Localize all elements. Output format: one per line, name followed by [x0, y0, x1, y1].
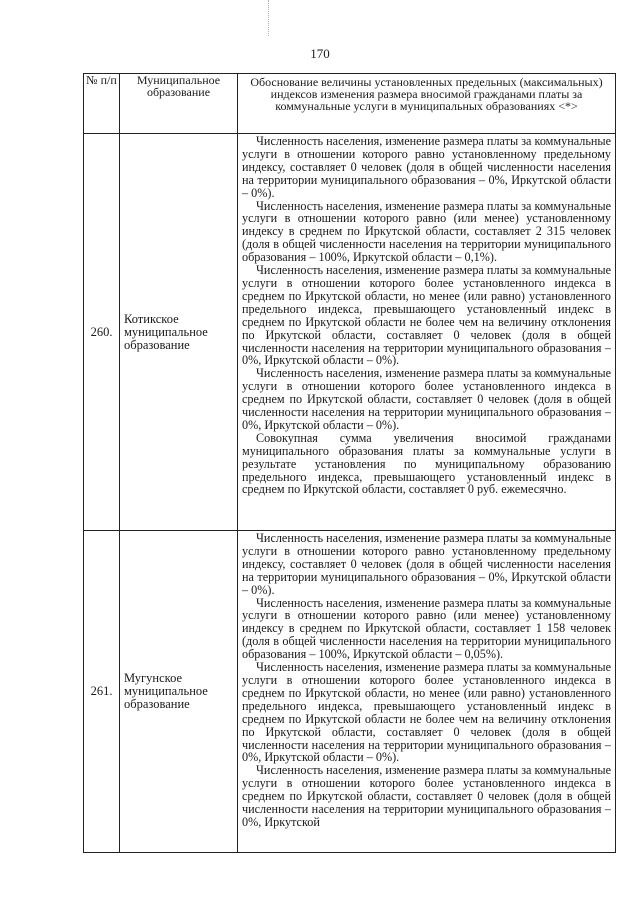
table-row — [84, 134, 616, 531]
paragraph: Численность населения, изменение размера платы за коммунальные услуги в отношении которого более установленного индекса в среднем по Иркутской области, составляет 0 человек (доля в общей численности населения на территории муниципального образования – 0%, Иркутской — [242, 763, 611, 829]
table-header-row — [84, 74, 616, 134]
municipality-name: Мугунское муниципальное образование — [120, 531, 238, 853]
paragraph: Численность населения, изменение размера платы за коммунальные услуги в отношении которого более установленного индекса в среднем по Иркутской области, составляет 0 человек (доля в общей численности населения на территории муниципального образования – 0%, Иркутской области – 0%). — [242, 366, 611, 432]
paragraph: Численность населения, изменение размера платы за коммунальные услуги в отношении которого равно установленному предельному индексу, составляет 0 человек (доля в общей численности населения на территории муниципального образования – 0%, Иркутской области – 0%). — [242, 134, 611, 200]
row-number: 260. — [84, 134, 120, 531]
page-number: 170 — [310, 46, 330, 61]
scan-margin-mark — [268, 0, 279, 36]
header-number: № п/п — [84, 74, 120, 134]
header-municipality: Муниципальное образование — [120, 74, 238, 134]
paragraph: Численность населения, изменение размера платы за коммунальные услуги в отношении которого равно (или менее) установленному индексу в среднем по Иркутской области, составляет 1 158 человек (доля в общей численности населения на территории муниципального образования – 100%, Иркутской области – 0,05%). — [242, 595, 611, 662]
table-row — [84, 531, 616, 853]
paragraph: Совокупная сумма увеличения вносимой гражданами муниципального образования платы за коммунальные услуги в результате установления по муниципальному образованию предельного индекса, превышающего установленный индекс в среднем по Иркутской области, составляет 0 руб. ежемесячно. — [242, 430, 611, 497]
header-justification: Обоснование величины установленных предельных (максимальных) индексов изменения размера вносимой гражданами платы за коммунальные услуги в муниципальных образованиях <*> — [238, 74, 616, 134]
paragraph: Численность населения, изменение размера платы за коммунальные услуги в отношении которого равно установленному предельному индексу, составляет 0 человек (доля в общей численности населения на территории муниципального образования – 0%, Иркутской области – 0%). — [242, 531, 611, 597]
row-number: 261. — [84, 531, 120, 853]
municipality-name: Котикское муниципальное образование — [120, 134, 238, 531]
justification-cell — [238, 531, 616, 853]
paragraph: Численность населения, изменение размера платы за коммунальные услуги в отношении которого более установленного индекса в среднем по Иркутской области, но менее (или равно) установленного предельного индекса, превышающего установленный индекс в среднем по Иркутской области не более чем на величину отклонения по Иркутской области, составляет 0 человек (доля в общей численности населения на территории муниципального образования – 0%, Иркутской области – 0%). — [242, 263, 611, 368]
justification-table — [83, 73, 616, 853]
justification-cell — [238, 134, 616, 531]
paragraph: Численность населения, изменение размера платы за коммунальные услуги в отношении которого более установленного индекса в среднем по Иркутской области, но менее (или равно) установленного предельного индекса, превышающего установленный индекс в среднем по Иркутской области не более чем на величину отклонения по Иркутской области, составляет 0 человек (доля в общей численности населения на территории муниципального образования – 0%, Иркутской области – 0%). — [242, 660, 611, 765]
paragraph: Численность населения, изменение размера платы за коммунальные услуги в отношении которого равно (или менее) установленному индексу в среднем по Иркутской области, составляет 2 315 человек (доля в общей численности населения на территории муниципального образования – 100%, Иркутской области – 0,1%). — [242, 198, 611, 265]
